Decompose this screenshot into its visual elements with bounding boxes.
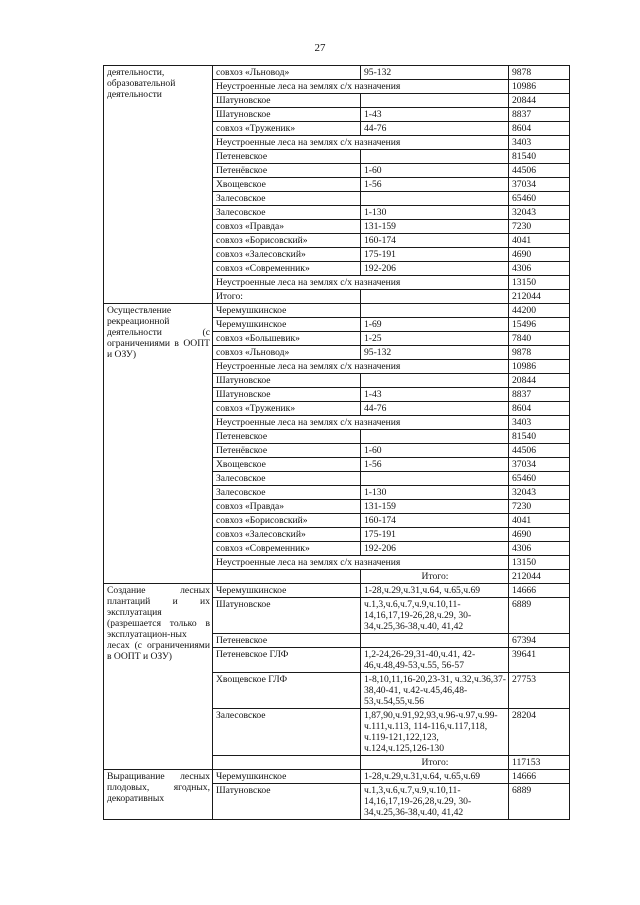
area-cell: 39641 (509, 648, 570, 673)
forestry-name-cell: совхоз «Современник» (213, 542, 361, 556)
table-row (104, 770, 570, 784)
area-cell: 20844 (509, 94, 570, 108)
area-cell: 6889 (509, 598, 570, 634)
quarters-cell (361, 430, 509, 444)
quarters-cell: 160-174 (361, 234, 509, 248)
area-cell: 27753 (509, 673, 570, 709)
quarters-cell: 1-60 (361, 444, 509, 458)
area-cell: 37034 (509, 458, 570, 472)
forestry-name-cell: Неустроенные леса на землях с/х назначения (213, 556, 509, 570)
area-cell: 212044 (509, 570, 570, 584)
area-cell: 28204 (509, 709, 570, 756)
quarters-cell: 1-28,ч.29,ч.31,ч.64, ч.65,ч.69 (361, 770, 509, 784)
forestry-name-cell: Петенёвское (213, 444, 361, 458)
area-cell: 44506 (509, 164, 570, 178)
quarters-cell (361, 374, 509, 388)
area-cell: 7230 (509, 500, 570, 514)
area-cell: 14666 (509, 770, 570, 784)
area-cell: 3403 (509, 416, 570, 430)
quarters-cell: 131-159 (361, 500, 509, 514)
forestry-name-cell: совхоз «Борисовский» (213, 234, 361, 248)
forestry-name-cell: Петеневское (213, 430, 361, 444)
quarters-cell (361, 192, 509, 206)
forestry-name-cell: Петеневское (213, 634, 361, 648)
forestry-name-cell: Петеневское ГЛФ (213, 648, 361, 673)
quarters-cell: 1-130 (361, 486, 509, 500)
area-cell: 9878 (509, 66, 570, 80)
forestry-name-cell: Черемушкинское (213, 318, 361, 332)
quarters-cell: 1-28,ч.29,ч.31,ч.64, ч.65,ч.69 (361, 584, 509, 598)
quarters-cell: 1-43 (361, 388, 509, 402)
page-number: 27 (314, 42, 326, 54)
area-cell: 81540 (509, 430, 570, 444)
area-cell: 32043 (509, 206, 570, 220)
quarters-cell: 1,87,90,ч.91,92,93,ч.96-ч.97,ч.99-ч.111,ч.113, 114-116,ч.117,118, ч.119-121,122,123, ч.124,ч.125,126-130 (361, 709, 509, 756)
quarters-cell: 1-56 (361, 178, 509, 192)
quarters-cell: 1,2-24,26-29,31-40,ч.41, 42-46,ч.48,49-53,ч.55, 56-57 (361, 648, 509, 673)
forestry-name-cell: Шатуновское (213, 94, 361, 108)
area-cell: 20844 (509, 374, 570, 388)
forestry-name-cell: Шатуновское (213, 108, 361, 122)
forestry-name-cell: Петеневское (213, 150, 361, 164)
area-cell: 4306 (509, 542, 570, 556)
quarters-cell: 192-206 (361, 262, 509, 276)
area-cell: 7840 (509, 332, 570, 346)
forest-use-table (103, 65, 570, 820)
area-cell: 4041 (509, 514, 570, 528)
forestry-name-cell: совхоз «Льновод» (213, 66, 361, 80)
area-cell: 44200 (509, 304, 570, 318)
forestry-name-cell: совхоз «Правда» (213, 220, 361, 234)
forestry-name-cell: совхоз «Большевик» (213, 332, 361, 346)
forestry-name-cell: Залесовское (213, 192, 361, 206)
forestry-name-cell: Хвощевское ГЛФ (213, 673, 361, 709)
forestry-name-cell: совхоз «Современник» (213, 262, 361, 276)
area-cell: 3403 (509, 136, 570, 150)
quarters-cell: 1-130 (361, 206, 509, 220)
area-cell: 9878 (509, 346, 570, 360)
quarters-cell: 95-132 (361, 66, 509, 80)
area-cell: 65460 (509, 192, 570, 206)
forestry-name-cell: Залесовское (213, 206, 361, 220)
area-cell: 4306 (509, 262, 570, 276)
area-cell: 65460 (509, 472, 570, 486)
forestry-name-cell: совхоз «Залесовский» (213, 248, 361, 262)
forestry-name-cell: Залесовское (213, 486, 361, 500)
quarters-cell: ч.1,3,ч.6,ч.7,ч.9,ч.10,11-14,16,17,19-26,28,ч.29, 30-34,ч.25,36-38,ч.40, 41,42 (361, 784, 509, 820)
activity-cell: Выращивание лесных плодовых, ягодных, декоративных (104, 770, 213, 820)
quarters-cell: 95-132 (361, 346, 509, 360)
area-cell: 7230 (509, 220, 570, 234)
forestry-name-cell: Неустроенные леса на землях с/х назначения (213, 360, 509, 374)
quarters-cell (361, 472, 509, 486)
forestry-name-cell: совхоз «Труженик» (213, 122, 361, 136)
table-row (104, 304, 570, 318)
total-label-cell: Итого: (361, 756, 509, 770)
forestry-name-cell: Неустроенные леса на землях с/х назначения (213, 416, 509, 430)
area-cell: 37034 (509, 178, 570, 192)
activity-cell: деятельности, образовательной деятельности (104, 66, 213, 304)
area-cell: 81540 (509, 150, 570, 164)
area-cell: 15496 (509, 318, 570, 332)
forestry-name-cell: Хвощевское (213, 178, 361, 192)
area-cell: 14666 (509, 584, 570, 598)
area-cell: 117153 (509, 756, 570, 770)
quarters-cell (361, 94, 509, 108)
forestry-name-cell: совхоз «Борисовский» (213, 514, 361, 528)
activity-cell: Осуществление рекреационной деятельности (с ограничениями в ООПТ и ОЗУ) (104, 304, 213, 584)
quarters-cell: 1-69 (361, 318, 509, 332)
table-row (104, 66, 570, 80)
activity-cell: Создание лесных плантаций и их эксплуатация (разрешается только в эксплуатацион-ных лесах (с ограничениями в ООПТ и ОЗУ) (104, 584, 213, 770)
forestry-name-cell: совхоз «Залесовский» (213, 528, 361, 542)
area-cell: 32043 (509, 486, 570, 500)
forestry-name-cell: Неустроенные леса на землях с/х назначения (213, 80, 509, 94)
forestry-name-cell: Черемушкинское (213, 770, 361, 784)
quarters-cell: 131-159 (361, 220, 509, 234)
area-cell: 212044 (509, 290, 570, 304)
area-cell: 8837 (509, 108, 570, 122)
quarters-cell: 1-8,10,11,16-20,23-31, ч.32,ч.36,37-38,40-41, ч.42-ч.45,46,48-53,ч.54,55,ч.56 (361, 673, 509, 709)
area-cell: 10986 (509, 80, 570, 94)
quarters-cell: 160-174 (361, 514, 509, 528)
forestry-name-cell: Шатуновское (213, 388, 361, 402)
forestry-name-cell: Неустроенные леса на землях с/х назначения (213, 276, 509, 290)
quarters-cell: 1-60 (361, 164, 509, 178)
total-label-cell: Итого: (361, 570, 509, 584)
forestry-name-cell: Хвощевское (213, 458, 361, 472)
forestry-name-cell (213, 756, 361, 770)
area-cell: 10986 (509, 360, 570, 374)
quarters-cell: 44-76 (361, 402, 509, 416)
quarters-cell: 44-76 (361, 122, 509, 136)
forestry-name-cell: Залесовское (213, 472, 361, 486)
quarters-cell (361, 634, 509, 648)
quarters-cell (361, 150, 509, 164)
quarters-cell: 1-56 (361, 458, 509, 472)
area-cell: 4690 (509, 248, 570, 262)
forestry-name-cell: Шатуновское (213, 598, 361, 634)
forestry-name-cell: Шатуновское (213, 374, 361, 388)
quarters-cell: 1-25 (361, 332, 509, 346)
table-row (104, 584, 570, 598)
area-cell: 13150 (509, 276, 570, 290)
forestry-name-cell: Петенёвское (213, 164, 361, 178)
forestry-name-cell: совхоз «Труженик» (213, 402, 361, 416)
quarters-cell: 175-191 (361, 528, 509, 542)
quarters-cell (361, 304, 509, 318)
quarters-cell: 175-191 (361, 248, 509, 262)
quarters-cell: 1-43 (361, 108, 509, 122)
forestry-name-cell: Шатуновское (213, 784, 361, 820)
forestry-name-cell: Неустроенные леса на землях с/х назначения (213, 136, 509, 150)
forestry-name-cell: совхоз «Льновод» (213, 346, 361, 360)
area-cell: 4041 (509, 234, 570, 248)
forestry-name-cell: Залесовское (213, 709, 361, 756)
forestry-name-cell: Черемушкинское (213, 584, 361, 598)
forestry-name-cell: Черемушкинское (213, 304, 361, 318)
area-cell: 44506 (509, 444, 570, 458)
area-cell: 67394 (509, 634, 570, 648)
quarters-cell: ч.1,3,ч.6,ч.7,ч.9,ч.10,11-14,16,17,19-26,28,ч.29, 30-34,ч.25,36-38,ч.40, 41,42 (361, 598, 509, 634)
quarters-cell: 192-206 (361, 542, 509, 556)
forestry-name-cell: совхоз «Правда» (213, 500, 361, 514)
area-cell: 13150 (509, 556, 570, 570)
forestry-name-cell (213, 570, 361, 584)
area-cell: 8837 (509, 388, 570, 402)
quarters-cell (361, 290, 509, 304)
area-cell: 4690 (509, 528, 570, 542)
area-cell: 8604 (509, 402, 570, 416)
area-cell: 8604 (509, 122, 570, 136)
forestry-name-cell: Итого: (213, 290, 361, 304)
area-cell: 6889 (509, 784, 570, 820)
